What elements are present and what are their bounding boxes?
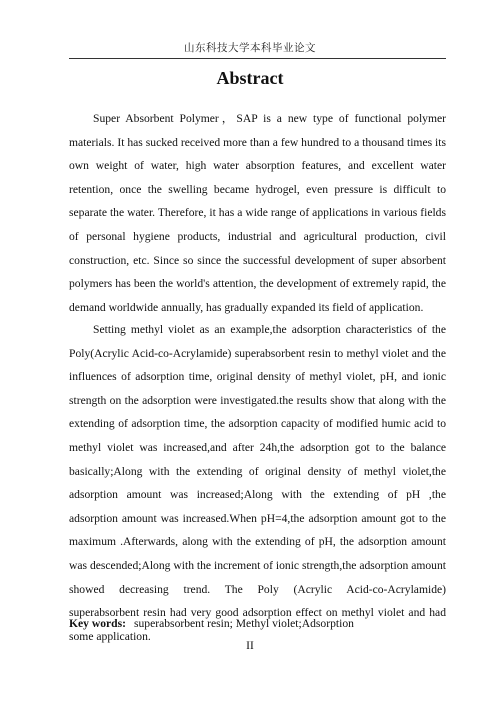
abstract-paragraph-2 xyxy=(69,318,446,648)
keywords-value: superabsorbent resin; Methyl violet;Adsorption xyxy=(134,617,354,630)
keywords-label: Key words: xyxy=(69,617,126,630)
abstract-title: Abstract xyxy=(216,68,284,88)
page-number: II xyxy=(246,640,254,652)
paragraph-1-text: Super Absorbent Polymer，SAP is a new type of functional polymer materials. It has sucked received more than a few hundred to a thousand times its own weight of water, high water absorption features, and excellent water retention, once the swelling became hydrogel, even pressure is difficult to separate the water. Therefore, it has a wide range of applications in various fields of personal hygiene products, industrial and agricultural production, civil construction, etc. Since so since the successful development of super absorbent polymers has been the world's attention, the development of extremely rapid, the demand worldwide annually, has gradually expanded its field of application. xyxy=(69,112,446,314)
paragraph-2-text: Setting methyl violet as an example,the adsorption characteristics of the Poly(Acrylic Acid-co-Acrylamide) superabsorbent resin to methyl violet and the influences of adsorption time, original density of methyl violet, pH, and ionic strength on the adsorption were investigated.the results show that along with the extending of adsorption time, the adsorption capacity of modified humic acid to methyl violet was increased,and after 24h,the adsorption got to the balance basically;Along with the extending of original density of methyl violet,the adsorption amount was increased;Along with the extending of pH ,the adsorption amount was increased.When pH=4,the adsorption amount got to the maximum .Afterwards, along with the extending of pH, the adsorption amount was descended;Along with the increment of ionic strength,the adsorption amount showed decreasing trend. The Poly (Acrylic Acid-co-Acrylamide) superabsorbent resin had very good adsorption effect on methyl violet and had some application. xyxy=(69,323,446,643)
keywords-line xyxy=(69,612,446,635)
page-header: 山东科技大学本科毕业论文 xyxy=(184,42,316,54)
header-rule xyxy=(69,58,446,59)
abstract-paragraph-1 xyxy=(69,107,446,319)
